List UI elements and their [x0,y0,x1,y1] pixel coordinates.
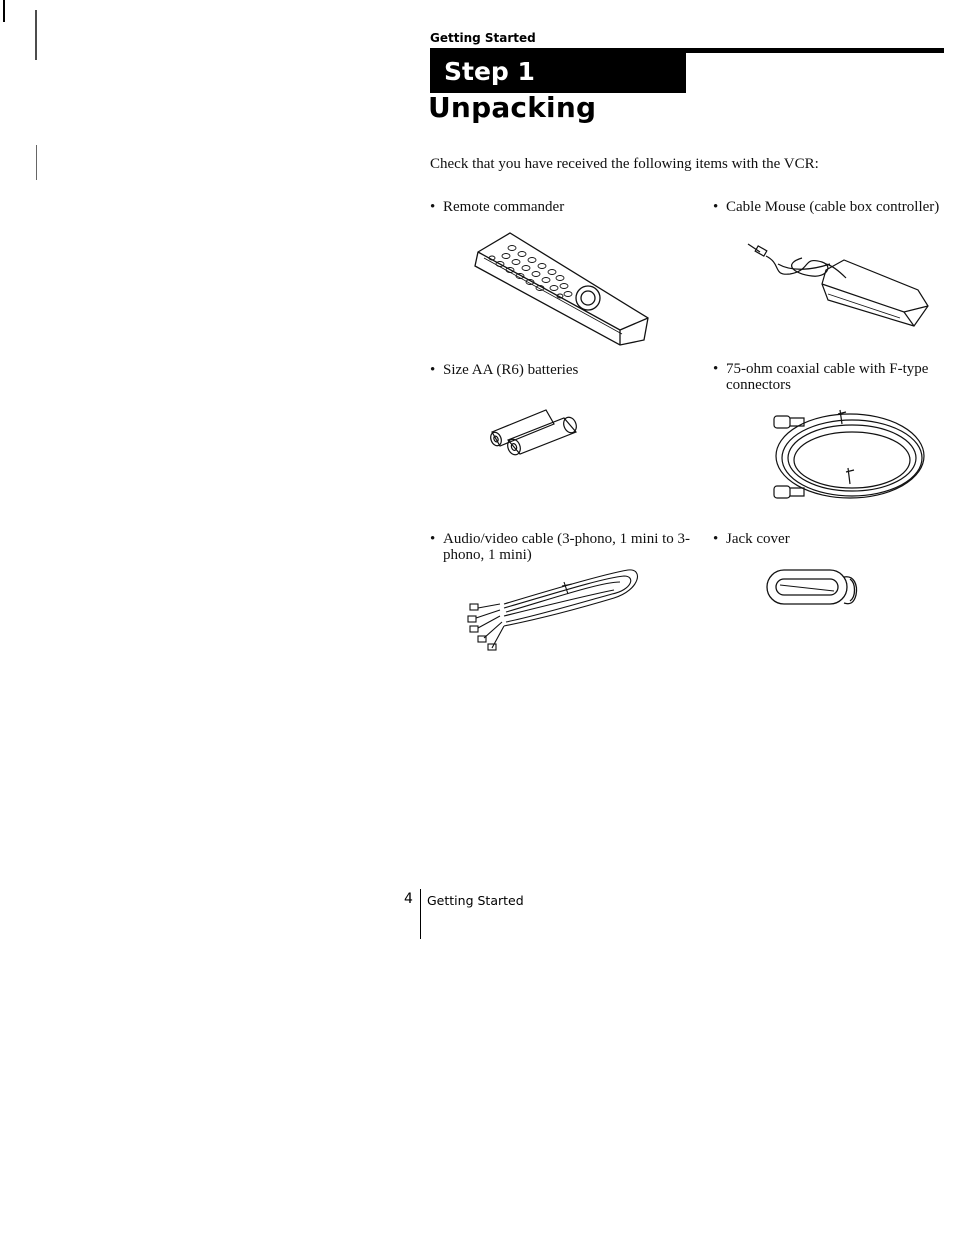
bullet: • [713,361,719,377]
page-number: 4 [404,891,413,907]
section-label: Getting Started [430,31,536,45]
audio-video-cable-icon [464,564,644,652]
intro-text: Check that you have received the following items with the VCR: [430,156,819,172]
bullet: • [430,362,436,378]
scan-artifact [3,0,5,22]
item-label: 75-ohm coaxial cable with F-type connectors [726,361,929,393]
scan-artifact [35,10,37,60]
step-label: Step 1 [444,57,535,86]
jack-cover-icon [764,565,860,613]
item-label: Remote commander [443,199,565,215]
bullet: • [430,531,436,547]
remote-control-icon [470,228,655,346]
item-label: Audio/video cable (3-phono, 1 mini to 3-phono, 1 mini) [443,531,691,563]
bullet: • [713,199,719,215]
coaxial-cable-icon [770,404,930,510]
batteries-icon [486,406,586,458]
bullet: • [430,199,436,215]
footer-section-label: Getting Started [427,893,524,908]
item-label: Size AA (R6) batteries [443,362,579,378]
footer-divider [420,889,421,939]
item-label: Cable Mouse (cable box controller) [726,199,940,215]
bullet: • [713,531,719,547]
cable-mouse-icon [742,234,937,334]
page-title: Unpacking [428,91,597,124]
scan-artifact [36,145,37,180]
item-label: Jack cover [726,531,790,547]
